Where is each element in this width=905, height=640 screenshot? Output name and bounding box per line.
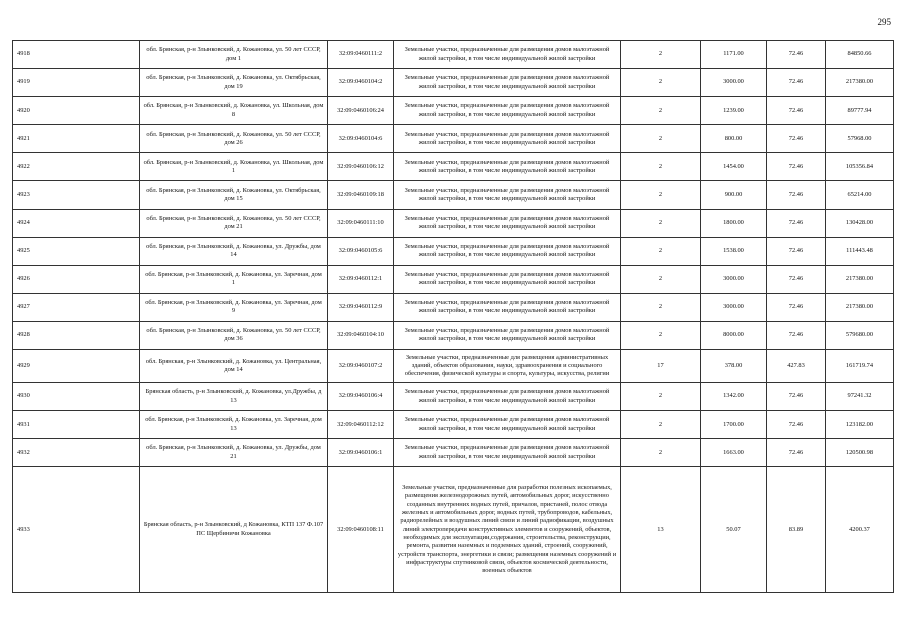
- address-cell: обл. Брянская, р-н Злынковский, д. Кожановка, ул. Заречная, дом 1: [140, 265, 328, 293]
- row-number-cell: 4918: [13, 41, 140, 69]
- row-number-cell: 4929: [13, 350, 140, 383]
- area-cell: 1454.00: [701, 153, 767, 181]
- table-row: [13, 265, 894, 293]
- address-cell: обл. Брянская, р-н Злынковский, д. Кожановка, ул. Дружбы, дом 14: [140, 237, 328, 265]
- address-cell: обл. Брянская, р-н Злынковский, д. Кожановка, ул. Школьная, дом 8: [140, 97, 328, 125]
- row-number-cell: 4931: [13, 411, 140, 439]
- address-cell: обл. Брянская, р-н Злынковский, д. Кожановка, ул. Школьная, дом 1: [140, 153, 328, 181]
- group-cell: 2: [621, 383, 701, 411]
- cadastral-value-cell: 57968.00: [826, 125, 894, 153]
- cadastral-number-cell: 32:09:0460104:2: [328, 69, 394, 97]
- address-cell: обл. Брянская, р-н Злынковский, д. Кожановка, ул. Заречная, дом 9: [140, 293, 328, 321]
- group-cell: 13: [621, 467, 701, 593]
- area-cell: 1663.00: [701, 439, 767, 467]
- cadastral-number-cell: 32:09:0460112:1: [328, 265, 394, 293]
- address-cell: обл. Брянская, р-н Злынковский, д. Кожановка, ул. Октябрьская, дом 15: [140, 181, 328, 209]
- cadastral-number-cell: 32:09:0460106:4: [328, 383, 394, 411]
- land-use-cell: Земельные участки, предназначенные для размещения домов малоэтажной жилой застройки, в том числе индивидуальной жилой застройки: [394, 383, 621, 411]
- land-use-cell: Земельные участки, предназначенные для размещения домов малоэтажной жилой застройки, в том числе индивидуальной жилой застройки: [394, 125, 621, 153]
- cadastral-number-cell: 32:09:0460105:6: [328, 237, 394, 265]
- table-row: [13, 467, 894, 593]
- rate-cell: 72.46: [767, 209, 826, 237]
- address-cell: обл. Брянская, р-н Злынковский, д. Кожановка, ул. Центральная, дом 14: [140, 350, 328, 383]
- address-cell: обл. Брянская, р-н Злынковский, д. Кожановка, ул. 50 лет СССР, дом 36: [140, 321, 328, 349]
- rate-cell: 72.46: [767, 237, 826, 265]
- rate-cell: 72.46: [767, 293, 826, 321]
- table-row: [13, 350, 894, 383]
- cadastral-value-cell: 123182.00: [826, 411, 894, 439]
- row-number-cell: 4926: [13, 265, 140, 293]
- area-cell: 1171.00: [701, 41, 767, 69]
- row-number-cell: 4925: [13, 237, 140, 265]
- land-use-cell: Земельные участки, предназначенные для размещения домов малоэтажной жилой застройки, в том числе индивидуальной жилой застройки: [394, 237, 621, 265]
- cadastral-value-cell: 97241.32: [826, 383, 894, 411]
- cadastral-value-cell: 217380.00: [826, 265, 894, 293]
- rate-cell: 72.46: [767, 181, 826, 209]
- address-cell: Брянская область, р-н Злынковский, д. Кожановка, ул.Дружбы, д 13: [140, 383, 328, 411]
- group-cell: 2: [621, 411, 701, 439]
- area-cell: 1342.00: [701, 383, 767, 411]
- table-row: [13, 181, 894, 209]
- group-cell: 2: [621, 125, 701, 153]
- group-cell: 2: [621, 69, 701, 97]
- rate-cell: 83.89: [767, 467, 826, 593]
- area-cell: 3000.00: [701, 265, 767, 293]
- land-use-cell: Земельные участки, предназначенные для размещения домов малоэтажной жилой застройки, в том числе индивидуальной жилой застройки: [394, 69, 621, 97]
- cadastral-number-cell: 32:09:0460106:12: [328, 153, 394, 181]
- rate-cell: 72.46: [767, 125, 826, 153]
- group-cell: 2: [621, 439, 701, 467]
- cadastral-value-cell: 84850.66: [826, 41, 894, 69]
- table-row: [13, 125, 894, 153]
- cadastral-number-cell: 32:09:0460112:9: [328, 293, 394, 321]
- cadastral-number-cell: 32:09:0460106:1: [328, 439, 394, 467]
- row-number-cell: 4919: [13, 69, 140, 97]
- area-cell: 3000.00: [701, 69, 767, 97]
- address-cell: Брянская область, р-н Злынковский, д Кожановка, КТП 137 Ф.107 ПС Щербиничи Кожановка: [140, 467, 328, 593]
- table-row: [13, 209, 894, 237]
- cadastral-value-cell: 65214.00: [826, 181, 894, 209]
- table-row: [13, 383, 894, 411]
- area-cell: 3000.00: [701, 293, 767, 321]
- row-number-cell: 4928: [13, 321, 140, 349]
- group-cell: 17: [621, 350, 701, 383]
- group-cell: 2: [621, 153, 701, 181]
- land-use-cell: Земельные участки, предназначенные для размещения домов малоэтажной жилой застройки, в том числе индивидуальной жилой застройки: [394, 293, 621, 321]
- land-plots-table: [12, 40, 894, 593]
- cadastral-number-cell: 32:09:0460112:12: [328, 411, 394, 439]
- cadastral-value-cell: 161719.74: [826, 350, 894, 383]
- rate-cell: 72.46: [767, 97, 826, 125]
- cadastral-number-cell: 32:09:0460108:11: [328, 467, 394, 593]
- row-number-cell: 4933: [13, 467, 140, 593]
- group-cell: 2: [621, 321, 701, 349]
- address-cell: обл. Брянская, р-н Злынковский, д. Кожановка, ул. Заречная, дом 13: [140, 411, 328, 439]
- group-cell: 2: [621, 293, 701, 321]
- cadastral-number-cell: 32:09:0460111:10: [328, 209, 394, 237]
- cadastral-number-cell: 32:09:0460104:6: [328, 125, 394, 153]
- cadastral-number-cell: 32:09:0460109:18: [328, 181, 394, 209]
- cadastral-value-cell: 579680.00: [826, 321, 894, 349]
- address-cell: обл. Брянская, р-н Злынковский, д. Кожановка, ул. Дружбы, дом 21: [140, 439, 328, 467]
- land-use-cell: Земельные участки, предназначенные для размещения домов малоэтажной жилой застройки, в том числе индивидуальной жилой застройки: [394, 153, 621, 181]
- group-cell: 2: [621, 181, 701, 209]
- rate-cell: 427.83: [767, 350, 826, 383]
- cadastral-value-cell: 130428.00: [826, 209, 894, 237]
- land-use-cell: Земельные участки, предназначенные для размещения домов малоэтажной жилой застройки, в том числе индивидуальной жилой застройки: [394, 97, 621, 125]
- table-row: [13, 411, 894, 439]
- land-use-cell: Земельные участки, предназначенные для размещения домов малоэтажной жилой застройки, в том числе индивидуальной жилой застройки: [394, 439, 621, 467]
- cadastral-value-cell: 120500.98: [826, 439, 894, 467]
- cadastral-value-cell: 105356.84: [826, 153, 894, 181]
- land-use-cell: Земельные участки, предназначенные для размещения домов малоэтажной жилой застройки, в том числе индивидуальной жилой застройки: [394, 411, 621, 439]
- cadastral-number-cell: 32:09:0460106:24: [328, 97, 394, 125]
- area-cell: 1800.00: [701, 209, 767, 237]
- cadastral-value-cell: 89777.94: [826, 97, 894, 125]
- table-row: [13, 321, 894, 349]
- address-cell: обл. Брянская, р-н Злынковский, д. Кожановка, ул. 50 лет СССР, дом 1: [140, 41, 328, 69]
- group-cell: 2: [621, 41, 701, 69]
- row-number-cell: 4921: [13, 125, 140, 153]
- page-number: 295: [877, 17, 891, 27]
- area-cell: 1239.00: [701, 97, 767, 125]
- address-cell: обл. Брянская, р-н Злынковский, д. Кожановка, ул. 50 лет СССР, дом 26: [140, 125, 328, 153]
- cadastral-value-cell: 111443.48: [826, 237, 894, 265]
- table-row: [13, 153, 894, 181]
- rate-cell: 72.46: [767, 265, 826, 293]
- land-use-cell: Земельные участки, предназначенные для разработки полезных ископаемых, размещения железнодорожных путей, автомобильных дорог, искусственно созданных внутренних водных путей, причалов, пристаней, полос отвода железных и автомобильных дорог, водных путей, трубопроводов, кабельных, радиорелейных и воздушных линий связи и линий радиофикации, воздушных линий электропередачи конструктивных элементов и сооружений, объектов, необходимых для эксплуатации,содержания, строительства, реконструкции, ремонта, развития наземных и подземных зданий, строений, сооружений, устройств транспорта, энергетики и связи; размещения наземных сооружений и инфраструктуры спутниковой связи, объектов космической деятельности, военных объектов: [394, 467, 621, 593]
- row-number-cell: 4920: [13, 97, 140, 125]
- row-number-cell: 4922: [13, 153, 140, 181]
- address-cell: обл. Брянская, р-н Злынковский, д. Кожановка, ул. Октябрьская, дом 19: [140, 69, 328, 97]
- table-row: [13, 41, 894, 69]
- land-use-cell: Земельные участки, предназначенные для размещения домов малоэтажной жилой застройки, в том числе индивидуальной жилой застройки: [394, 41, 621, 69]
- cadastral-number-cell: 32:09:0460111:2: [328, 41, 394, 69]
- rate-cell: 72.46: [767, 383, 826, 411]
- land-use-cell: Земельные участки, предназначенные для размещения домов малоэтажной жилой застройки, в том числе индивидуальной жилой застройки: [394, 209, 621, 237]
- cadastral-number-cell: 32:09:0460107:2: [328, 350, 394, 383]
- cadastral-value-cell: 217380.00: [826, 293, 894, 321]
- area-cell: 50.07: [701, 467, 767, 593]
- area-cell: 378.00: [701, 350, 767, 383]
- area-cell: 800.00: [701, 125, 767, 153]
- address-cell: обл. Брянская, р-н Злынковский, д. Кожановка, ул. 50 лет СССР, дом 21: [140, 209, 328, 237]
- row-number-cell: 4924: [13, 209, 140, 237]
- row-number-cell: 4932: [13, 439, 140, 467]
- rate-cell: 72.46: [767, 153, 826, 181]
- land-use-cell: Земельные участки, предназначенные для размещения домов малоэтажной жилой застройки, в том числе индивидуальной жилой застройки: [394, 265, 621, 293]
- group-cell: 2: [621, 97, 701, 125]
- rate-cell: 72.46: [767, 69, 826, 97]
- group-cell: 2: [621, 265, 701, 293]
- land-use-cell: Земельные участки, предназначенные для размещения административных зданий, объектов образования, науки, здравоохранения и социального обеспечения, физической культуры и спорта, культуры, искусства, религии: [394, 350, 621, 383]
- area-cell: 1538.00: [701, 237, 767, 265]
- land-use-cell: Земельные участки, предназначенные для размещения домов малоэтажной жилой застройки, в том числе индивидуальной жилой застройки: [394, 181, 621, 209]
- rate-cell: 72.46: [767, 41, 826, 69]
- table-row: [13, 293, 894, 321]
- area-cell: 1700.00: [701, 411, 767, 439]
- row-number-cell: 4930: [13, 383, 140, 411]
- table-row: [13, 69, 894, 97]
- row-number-cell: 4923: [13, 181, 140, 209]
- cadastral-number-cell: 32:09:0460104:10: [328, 321, 394, 349]
- rate-cell: 72.46: [767, 411, 826, 439]
- area-cell: 900.00: [701, 181, 767, 209]
- area-cell: 8000.00: [701, 321, 767, 349]
- cadastral-value-cell: 217380.00: [826, 69, 894, 97]
- group-cell: 2: [621, 209, 701, 237]
- cadastral-value-cell: 4200.37: [826, 467, 894, 593]
- table-row: [13, 237, 894, 265]
- table-row: [13, 97, 894, 125]
- group-cell: 2: [621, 237, 701, 265]
- land-use-cell: Земельные участки, предназначенные для размещения домов малоэтажной жилой застройки, в том числе индивидуальной жилой застройки: [394, 321, 621, 349]
- rate-cell: 72.46: [767, 439, 826, 467]
- table-row: [13, 439, 894, 467]
- row-number-cell: 4927: [13, 293, 140, 321]
- rate-cell: 72.46: [767, 321, 826, 349]
